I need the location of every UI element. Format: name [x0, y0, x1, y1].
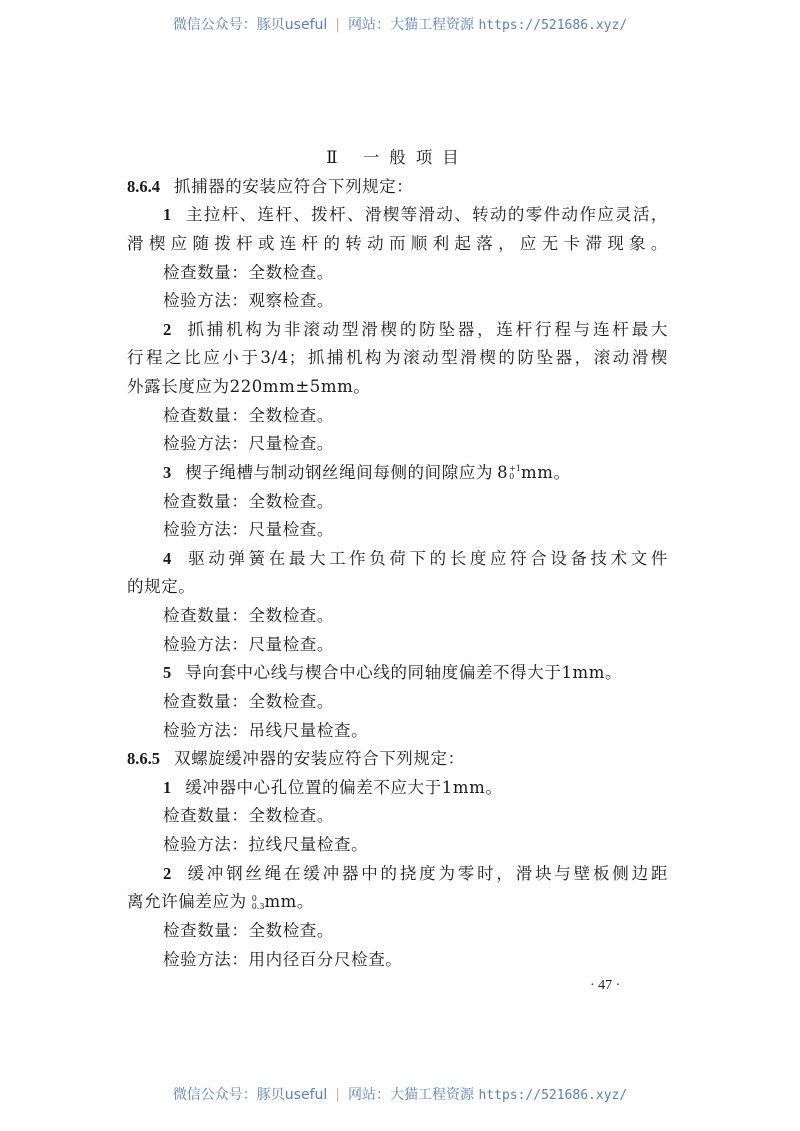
text-line — [127, 545, 668, 574]
line-text: 检查数量：全数检查。 — [163, 920, 334, 940]
line-text: 驱动弹簧在最大工作负荷下的长度应符合设备技术文件 — [185, 548, 668, 568]
text-line — [127, 459, 668, 488]
line-text: 检查数量：全数检查。 — [163, 405, 334, 425]
clause-number: 2 — [163, 863, 172, 883]
unit-text: mm。 — [520, 462, 571, 482]
clause-number: 8.6.5 — [127, 749, 160, 769]
text-line — [127, 631, 668, 660]
watermark-wechat: 微信公众号：豚贝useful — [172, 1087, 328, 1103]
line-text: 外露长度应为220mm±5mm。 — [127, 377, 371, 396]
section-title — [127, 144, 668, 173]
text-line — [127, 516, 668, 545]
line-text: 离允许偏差应为 — [127, 892, 247, 912]
line-text: 导向套中心线与楔合中心线的同轴度偏差不得大于1mm。 — [185, 663, 623, 683]
text-line — [127, 917, 668, 946]
line-text: 检验方法：尺量检查。 — [163, 434, 334, 454]
watermark-site: 网站：大猫工程资源 — [348, 1087, 475, 1103]
text-line — [127, 860, 668, 889]
line-text: 楔子绳槽与制动钢丝绳间每侧的间隙应为 — [185, 462, 494, 482]
watermark-site: 网站：大猫工程资源 — [348, 17, 475, 33]
tolerance-value — [497, 459, 521, 488]
document-body — [127, 144, 668, 974]
line-text: 检验方法：拉线尺量检查。 — [163, 835, 369, 854]
clause-number: 1 — [163, 205, 172, 225]
text-line — [127, 402, 668, 431]
page-number: · 47 · — [590, 978, 621, 993]
line-text: 检验方法：吊线尺量检查。 — [163, 720, 369, 740]
line-text: 检查数量：全数检查。 — [163, 691, 334, 711]
watermark-url[interactable]: https://521686.xyz/ — [478, 18, 628, 33]
watermark-header — [0, 14, 800, 34]
line-text: 缓冲器中心孔位置的偏差不应大于1mm。 — [185, 777, 503, 797]
line-text: 检查数量：全数检查。 — [163, 606, 334, 625]
clause-number: 8.6.4 — [127, 176, 160, 196]
text-line — [127, 173, 668, 202]
line-text: 检验方法：尺量检查。 — [163, 520, 334, 540]
tolerance-upper: 0 — [251, 893, 257, 903]
text-line — [127, 287, 668, 316]
clause-number: 3 — [163, 462, 172, 482]
line-text: Ⅱ 一般项目 — [326, 148, 469, 167]
watermark-wechat: 微信公众号：豚贝useful — [172, 17, 328, 33]
text-line — [127, 831, 668, 860]
text-line — [127, 888, 668, 917]
line-text: 检查数量：全数检查。 — [163, 262, 334, 282]
text-line — [127, 774, 668, 803]
text-line — [127, 573, 668, 602]
line-text: 检查数量：全数检查。 — [163, 806, 334, 826]
line-text: 缓冲钢丝绳在缓冲器中的挠度为零时，滑块与壁板侧边距 — [185, 863, 668, 883]
clause-number: 2 — [163, 319, 172, 339]
text-line — [127, 488, 668, 517]
text-line — [127, 259, 668, 288]
tolerance-lower: 0.3 — [251, 901, 265, 911]
line-text: 行程之比应小于3/4；抓捕机构为滚动型滑楔的防坠器，滚动滑楔 — [127, 348, 668, 368]
watermark-footer — [0, 1084, 800, 1104]
watermark-separator: | — [335, 17, 341, 33]
tolerance-nominal: 8 — [497, 462, 509, 482]
text-line — [127, 373, 668, 402]
text-line — [127, 688, 668, 717]
tolerance-value — [251, 888, 265, 917]
clause-number: 5 — [163, 663, 172, 683]
line-text: 抓捕机构为非滚动型滑楔的防坠器，连杆行程与连杆最大 — [185, 319, 668, 339]
watermark-separator: | — [335, 1087, 341, 1103]
tolerance-lower: 0 — [509, 472, 515, 482]
tolerance-upper: +1 — [509, 464, 521, 474]
tolerance-limits — [252, 895, 265, 911]
line-text: 检验方法：用内径百分尺检查。 — [163, 949, 403, 969]
text-line — [127, 717, 668, 746]
line-text: 检验方法：尺量检查。 — [163, 634, 334, 654]
text-line — [127, 946, 668, 975]
clause-number: 1 — [163, 777, 172, 797]
text-line — [127, 430, 668, 459]
text-line — [127, 745, 668, 774]
watermark-url[interactable]: https://521686.xyz/ — [478, 1088, 628, 1103]
line-text: 双螺旋缓冲器的安装应符合下列规定： — [174, 749, 465, 769]
text-line — [127, 230, 668, 259]
unit-text: mm。 — [264, 892, 315, 912]
text-line — [127, 602, 668, 631]
line-text: 滑楔应随拨杆或连杆的转动而顺利起落，应无卡滞现象。 — [127, 233, 668, 253]
line-text: 检查数量：全数检查。 — [163, 491, 334, 511]
clause-number: 4 — [163, 548, 172, 568]
text-line — [127, 802, 668, 831]
line-text: 的规定。 — [127, 577, 196, 597]
text-line — [127, 659, 668, 688]
tolerance-limits — [509, 465, 521, 481]
line-text: 抓捕器的安装应符合下列规定： — [174, 176, 414, 196]
line-text: 检验方法：观察检查。 — [163, 291, 334, 311]
text-line — [127, 201, 668, 230]
text-line — [127, 316, 668, 345]
line-text: 主拉杆、连杆、拨杆、滑楔等滑动、转动的零件动作应灵活， — [185, 205, 668, 225]
text-line — [127, 344, 668, 373]
